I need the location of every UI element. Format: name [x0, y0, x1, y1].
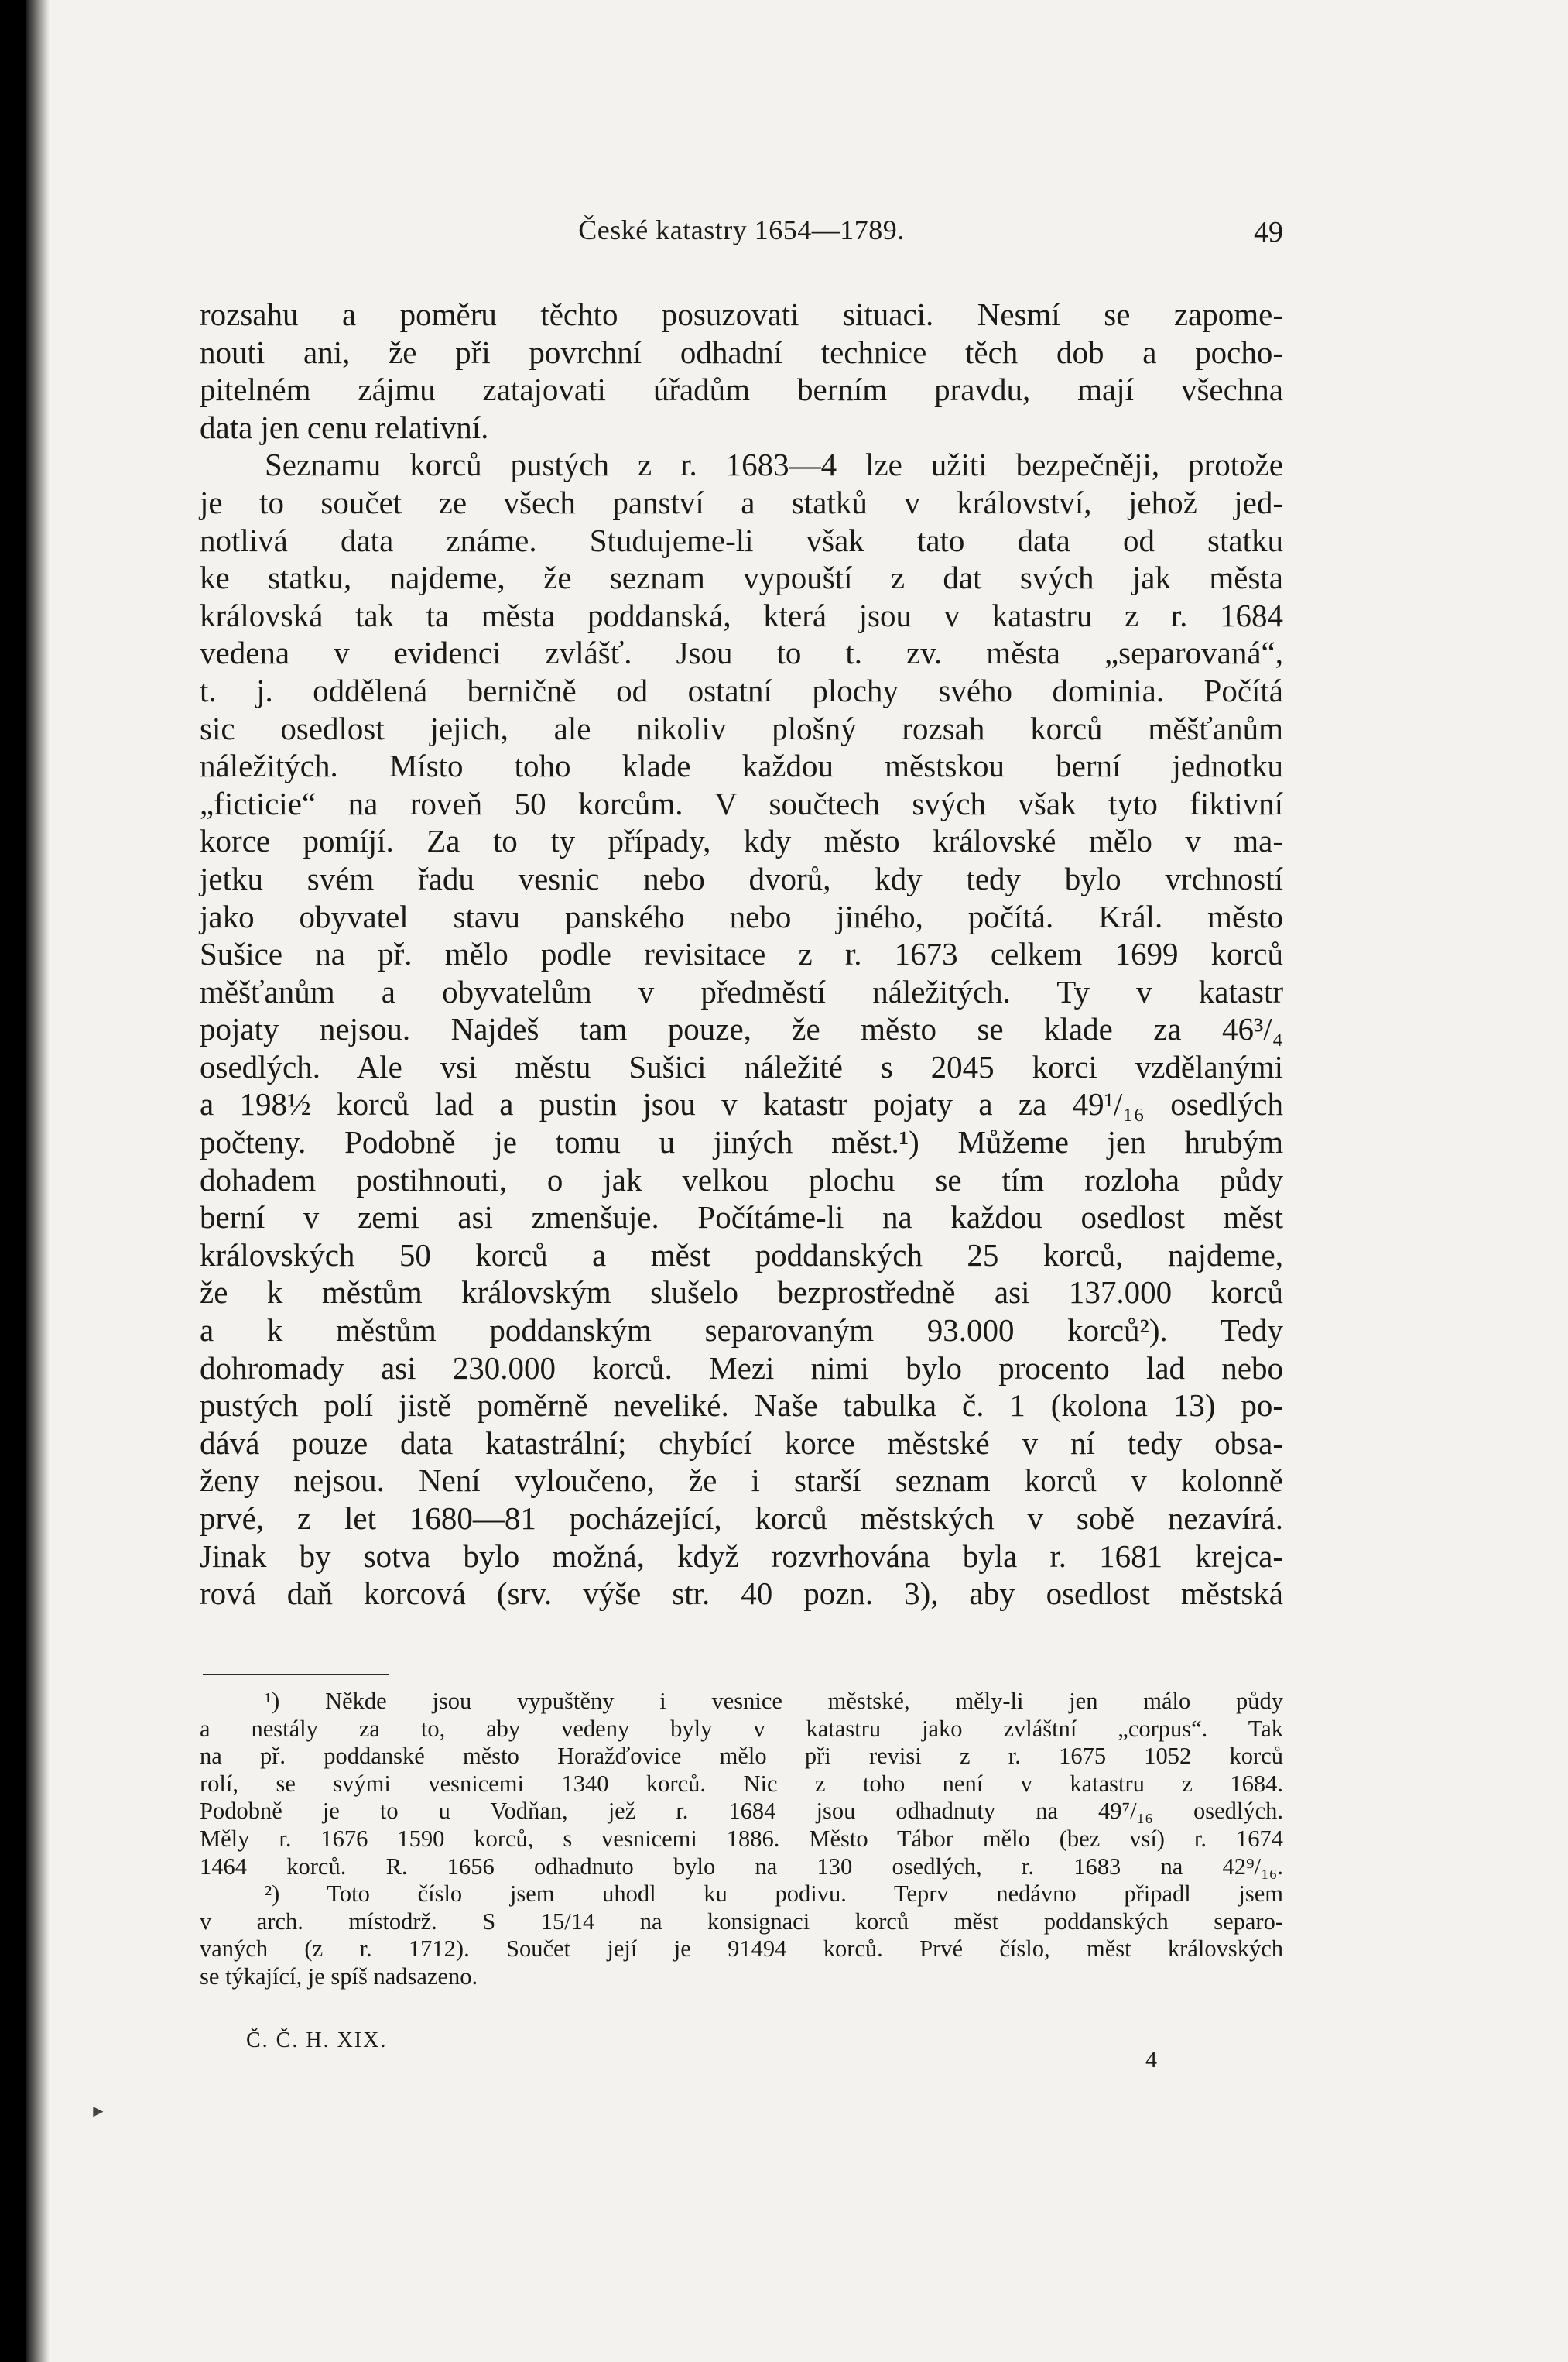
text-line: měšťanům a obyvatelům v předměstí náležitých. Ty v katastr	[200, 973, 1283, 1010]
text-line: že k městům královským slušelo bezprostředně asi 137.000 korců	[200, 1274, 1283, 1311]
main-text	[200, 296, 1283, 1613]
margin-arrow-icon: ►	[90, 2101, 107, 2120]
footnote-line: rolí, se svými vesnicemi 1340 korců. Nic z toho není v katastru z 1684.	[200, 1770, 1283, 1797]
text-line: dává pouze data katastrální; chybící korce městské v ní tedy obsa-	[200, 1424, 1283, 1461]
footnote-line: ¹) Někde jsou vypuštěny i vesnice městské, měly-li jen málo půdy	[265, 1688, 1283, 1714]
text-line: rozsahu a poměru těchto posuzovati situaci. Nesmí se zapome-	[200, 297, 1283, 332]
footnote-line: Podobně je to u Vodňan, jež r. 1684 jsou odhadnuty na 49⁷/₁₆ osedlých.	[200, 1798, 1283, 1825]
text-line: osedlých. Ale vsi městu Sušici náležité s 2045 korci vzdělanými	[200, 1048, 1283, 1085]
text-line: dohadem postihnouti, o jak velkou plochu se tím rozloha půdy	[200, 1161, 1283, 1198]
text-line: pitelném zájmu zatajovati úřadům berním pravdu, mají všechna	[200, 372, 1283, 408]
footnote-line: a nestály za to, aby vedeny byly v katastru jako zvláštní „corpus“. Tak	[200, 1715, 1283, 1742]
text-line: Sušice na př. mělo podle revisitace z r. 1673 celkem 1699 korců	[200, 936, 1283, 972]
text-line: berní v zemi asi zmenšuje. Počítáme-li na každou osedlost měst	[200, 1199, 1283, 1236]
footnote-line: se týkající, je spíš nadsazeno.	[200, 1963, 478, 1990]
footnotes	[200, 1688, 1283, 1991]
footnote-line: 1464 korců. R. 1656 odhadnuto bylo na 130 osedlých, r. 1683 na 42⁹/₁₆.	[200, 1853, 1283, 1880]
text-line: ke statku, najdeme, že seznam vypouští z dat svých jak města	[200, 560, 1283, 596]
volume-signature: Č. Č. H. XIX.	[246, 2028, 388, 2052]
text-line: královská tak ta města poddanská, která jsou v katastru z r. 1684	[200, 597, 1283, 633]
text-line: Jinak by sotva bylo možná, když rozvrhována byla r. 1681 krejca-	[200, 1538, 1283, 1574]
footnote-line: na př. poddanské město Horažďovice mělo při revisi z r. 1675 1052 korců	[200, 1743, 1283, 1770]
text-line: královských 50 korců a měst poddanských 25 korců, najdeme,	[200, 1236, 1283, 1273]
text-line: a k městům poddanským separovaným 93.000 korců²). Tedy	[200, 1312, 1283, 1349]
text-line: počteny. Podobně je tomu u jiných měst.¹) Můžeme jen hrubým	[200, 1124, 1283, 1160]
text-line: rová daň korcová (srv. výše str. 40 pozn. 3), aby osedlost městská	[200, 1575, 1283, 1612]
text-line: vedena v evidenci zvlášť. Jsou to t. zv. města „separovaná“,	[200, 635, 1283, 671]
text-line: pustých polí jistě poměrně neveliké. Naše tabulka č. 1 (kolona 13) po-	[200, 1387, 1283, 1424]
text-line: data jen cenu relativní.	[200, 409, 489, 445]
footnote-rule	[203, 1674, 389, 1675]
text-line: náležitých. Místo toho klade každou městskou berní jednotku	[200, 748, 1283, 784]
text-line: korce pomíjí. Za to ty případy, kdy město královské mělo v ma-	[200, 823, 1283, 859]
page-header	[200, 214, 1283, 252]
text-line: Seznamu korců pustých z r. 1683—4 lze užiti bezpečněji, protože	[265, 447, 1283, 483]
text-line: sic osedlost jejich, ale nikoliv plošný rozsah korců měšťanům	[200, 710, 1283, 746]
text-line: jako obyvatel stavu panského nebo jiného, počítá. Král. město	[200, 898, 1283, 934]
text-line: a 198½ korců lad a pustin jsou v katastr pojaty a za 49¹/₁₆ osedlých	[200, 1086, 1283, 1123]
footnote-line: vaných (z r. 1712). Součet její je 91494 korců. Prvé číslo, měst královských	[200, 1935, 1283, 1963]
text-line: dohromady asi 230.000 korců. Mezi nimi bylo procento lad nebo	[200, 1349, 1283, 1386]
text-line: „ficticie“ na roveň 50 korcům. V součtech svých však tyto fiktivní	[200, 785, 1283, 821]
footnote-line: Měly r. 1676 1590 korců, s vesnicemi 1886. Město Tábor mělo (bez vsí) r. 1674	[200, 1825, 1283, 1852]
text-line: je to součet ze všech panství a statků v království, jehož jed-	[200, 484, 1283, 520]
text-line: notlivá data známe. Studujeme-li však tato data od statku	[200, 522, 1283, 558]
page-footer	[200, 2028, 1283, 2106]
sheet-number: 4	[1145, 2047, 1157, 2072]
text-line: ženy nejsou. Není vyloučeno, že i starší seznam korců v kolonně	[200, 1462, 1283, 1499]
footnote-line: v arch. místodrž. S 15/14 na konsignaci korců měst poddanských separo-	[200, 1908, 1283, 1935]
text-line: nouti ani, že při povrchní odhadní technice těch dob a pocho-	[200, 334, 1283, 370]
footnote-line: ²) Toto číslo jsem uhodl ku podivu. Teprv nedávno připadl jsem	[265, 1880, 1283, 1908]
text-line: t. j. oddělená berničně od ostatní plochy svého dominia. Počítá	[200, 672, 1283, 708]
running-head: České katastry 1654—1789.	[578, 214, 905, 245]
text-line: prvé, z let 1680—81 pocházející, korců městských v sobě nezavírá.	[200, 1500, 1283, 1536]
page-edge-shadow	[26, 0, 50, 2362]
text-line: pojaty nejsou. Najdeš tam pouze, že město se klade za 46³/₄	[200, 1011, 1283, 1047]
page-number: 49	[1254, 216, 1283, 249]
text-line: jetku svém řadu vesnic nebo dvorů, kdy tedy bylo vrchností	[200, 860, 1283, 896]
